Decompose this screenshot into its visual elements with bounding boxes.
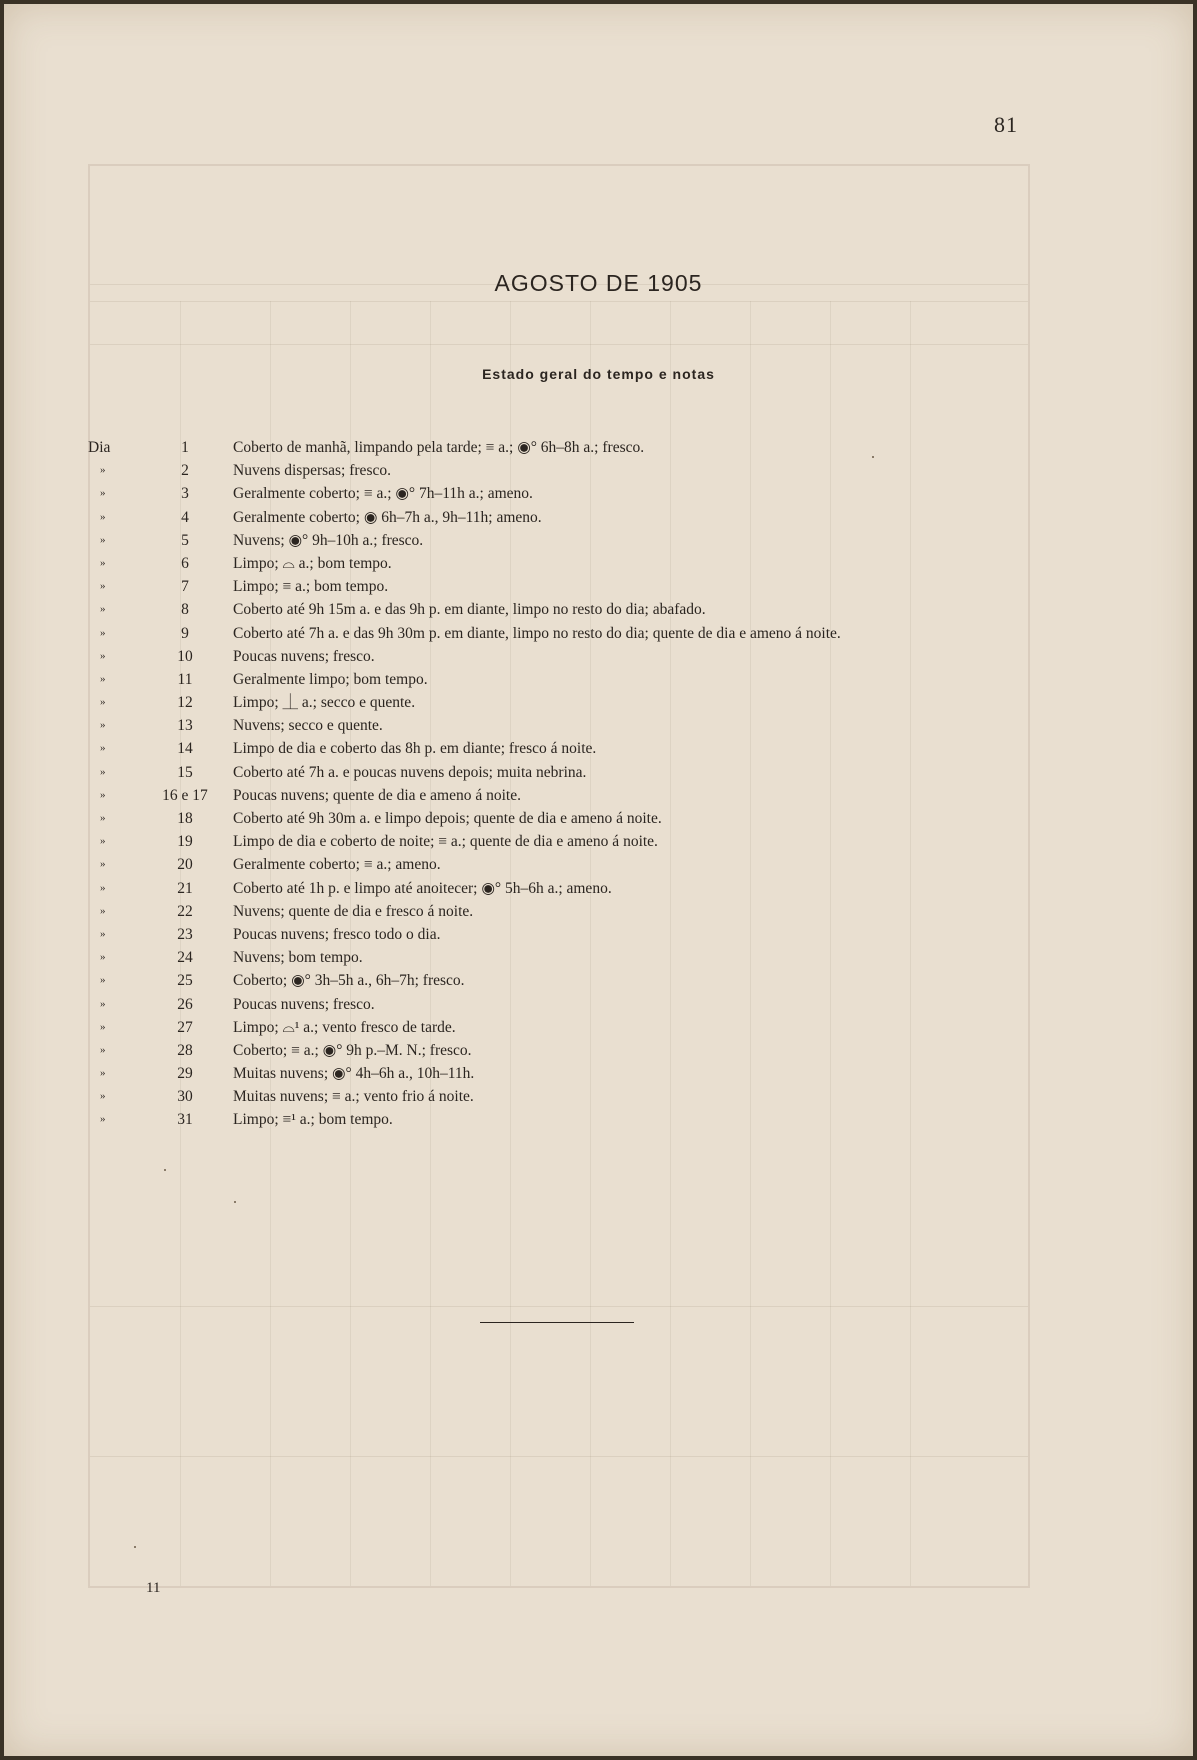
- note-row: [88, 714, 1008, 737]
- note-row: [88, 993, 1008, 1016]
- day-number: 11: [177, 670, 193, 688]
- row-label: »: [100, 835, 106, 848]
- row-label: Dia: [88, 439, 111, 456]
- day-number: 16 e 17: [162, 786, 208, 804]
- row-label: »: [100, 1067, 106, 1080]
- weather-note: Poucas nuvens; fresco.: [233, 647, 375, 665]
- day-number: 22: [177, 902, 193, 920]
- closing-rule: [480, 1322, 634, 1323]
- signature-mark: 11: [146, 1580, 161, 1596]
- note-row: [88, 529, 1008, 552]
- day-number: 14: [177, 740, 193, 758]
- weather-note: Limpo; ⏊ a.; secco e quente.: [233, 694, 416, 712]
- note-row: [88, 668, 1008, 691]
- day-number: 6: [181, 554, 189, 572]
- day-number: 25: [177, 972, 193, 990]
- day-number: 7: [181, 578, 189, 596]
- row-label: »: [100, 533, 106, 546]
- row-label: »: [100, 788, 106, 801]
- day-number: 30: [177, 1088, 193, 1106]
- weather-note: Geralmente coberto; ≡ a.; ameno.: [233, 856, 441, 874]
- note-row: [88, 622, 1008, 645]
- weather-note: Coberto até 9h 30m a. e limpo depois; quente de dia e ameno á noite.: [233, 810, 662, 827]
- note-row: [88, 1016, 1008, 1039]
- weather-note: Limpo; ⌓¹ a.; vento fresco de tarde.: [233, 1018, 456, 1036]
- weather-note: Geralmente coberto; ≡ a.; ◉° 7h–11h a.; ameno.: [233, 485, 533, 503]
- row-label: »: [100, 510, 106, 523]
- row-label: »: [100, 927, 106, 940]
- weather-note: Coberto até 7h a. e das 9h 30m p. em diante, limpo no resto do dia; quente de dia e ameno á noite.: [233, 624, 841, 642]
- note-row: [88, 645, 1008, 668]
- note-row: [88, 969, 1008, 992]
- row-label: »: [100, 1090, 106, 1103]
- day-number: 4: [181, 508, 189, 526]
- weather-note: Nuvens; secco e quente.: [233, 717, 383, 735]
- weather-note: Coberto; ≡ a.; ◉° 9h p.–M. N.; fresco.: [233, 1041, 472, 1059]
- note-row: [88, 1085, 1008, 1108]
- row-label: »: [100, 696, 106, 709]
- weather-note: Limpo de dia e coberto das 8h p. em diante; fresco á noite.: [233, 740, 597, 758]
- weather-note: Limpo de dia e coberto de noite; ≡ a.; quente de dia e ameno á noite.: [233, 833, 658, 851]
- day-number: 12: [177, 694, 193, 712]
- page-number: 81: [994, 112, 1018, 137]
- note-row: [88, 1039, 1008, 1062]
- weather-note: Coberto de manhã, limpando pela tarde; ≡ a.; ◉° 6h–8h a.; fresco.: [233, 439, 645, 456]
- weather-note: Nuvens; bom tempo.: [233, 949, 363, 967]
- row-label: »: [100, 464, 106, 477]
- day-number: 18: [177, 810, 193, 827]
- daily-notes-list: [88, 436, 1008, 1132]
- row-label: »: [100, 487, 106, 500]
- row-label: »: [100, 1043, 106, 1056]
- day-number: 2: [181, 462, 189, 480]
- note-row: [88, 575, 1008, 598]
- note-row: [88, 1062, 1008, 1085]
- paper-speck: [872, 456, 874, 458]
- row-label: »: [100, 858, 106, 871]
- day-number: 31: [177, 1111, 193, 1129]
- weather-note: Geralmente coberto; ◉ 6h–7h a., 9h–11h; ameno.: [233, 508, 542, 526]
- paper-speck: [164, 1169, 166, 1171]
- day-number: 24: [177, 949, 193, 967]
- paper-speck: [134, 1546, 136, 1548]
- row-label: »: [100, 556, 106, 569]
- note-row: [88, 506, 1008, 529]
- month-title: AGOSTO DE 1905: [494, 270, 703, 296]
- weather-note: Coberto; ◉° 3h–5h a., 6h–7h; fresco.: [233, 972, 465, 990]
- weather-note: Poucas nuvens; fresco todo o dia.: [233, 925, 441, 943]
- row-label: »: [100, 881, 106, 894]
- note-row: [88, 900, 1008, 923]
- note-row: [88, 946, 1008, 969]
- row-label: »: [100, 603, 106, 616]
- day-number: 9: [181, 624, 189, 642]
- row-label: »: [100, 742, 106, 755]
- paper-speck: [234, 1201, 236, 1203]
- day-number: 13: [177, 717, 193, 735]
- note-row: [88, 761, 1008, 784]
- weather-note: Nuvens; ◉° 9h–10h a.; fresco.: [233, 531, 424, 549]
- section-title: Estado geral do tempo e notas: [482, 366, 715, 382]
- weather-note: Limpo; ⌓ a.; bom tempo.: [233, 554, 392, 572]
- row-label: »: [100, 580, 106, 593]
- weather-note: Nuvens dispersas; fresco.: [233, 462, 391, 480]
- weather-note: Poucas nuvens; quente de dia e ameno á noite.: [233, 786, 521, 804]
- day-number: 27: [177, 1018, 193, 1036]
- note-row: [88, 853, 1008, 876]
- note-row: [88, 691, 1008, 714]
- weather-note: Coberto até 7h a. e poucas nuvens depois; muita nebrina.: [233, 763, 587, 781]
- row-label: »: [100, 719, 106, 732]
- row-label: »: [100, 997, 106, 1010]
- weather-note: Coberto até 1h p. e limpo até anoitecer; ◉° 5h–6h a.; ameno.: [233, 879, 612, 897]
- day-number: 10: [177, 647, 193, 665]
- note-row: [88, 598, 1008, 621]
- note-row: [88, 830, 1008, 853]
- weather-note: Coberto até 9h 15m a. e das 9h p. em diante, limpo no resto do dia; abafado.: [233, 601, 706, 619]
- day-number: 23: [177, 925, 193, 943]
- weather-note: Nuvens; quente de dia e fresco á noite.: [233, 902, 474, 920]
- day-number: 20: [177, 856, 193, 874]
- weather-note: Limpo; ≡ a.; bom tempo.: [233, 578, 389, 596]
- row-label: »: [100, 765, 106, 778]
- note-row: [88, 923, 1008, 946]
- day-number: 5: [181, 531, 189, 549]
- weather-note: Poucas nuvens; fresco.: [233, 995, 375, 1013]
- day-number: 3: [181, 485, 189, 503]
- note-row: [88, 459, 1008, 482]
- row-label: »: [100, 904, 106, 917]
- document-page: [4, 4, 1193, 1756]
- row-label: »: [100, 649, 106, 662]
- day-number: 28: [177, 1041, 193, 1059]
- weather-note: Muitas nuvens; ≡ a.; vento frio á noite.: [233, 1088, 474, 1106]
- row-label: »: [100, 626, 106, 639]
- day-number: 8: [181, 601, 189, 619]
- note-row: [88, 737, 1008, 760]
- weather-note: Muitas nuvens; ◉° 4h–6h a., 10h–11h.: [233, 1065, 475, 1083]
- row-label: »: [100, 672, 106, 685]
- weather-note: Geralmente limpo; bom tempo.: [233, 670, 428, 688]
- row-label: »: [100, 951, 106, 964]
- note-row: [88, 552, 1008, 575]
- row-label: »: [100, 812, 106, 824]
- note-row: [88, 436, 1008, 459]
- day-number: 29: [177, 1065, 193, 1083]
- note-row: [88, 807, 1008, 830]
- weather-note: Limpo; ≡¹ a.; bom tempo.: [233, 1111, 393, 1129]
- note-row: [88, 877, 1008, 900]
- day-number: 15: [177, 763, 193, 781]
- row-label: »: [100, 1020, 106, 1033]
- row-label: »: [100, 974, 106, 987]
- day-number: 1: [181, 439, 189, 456]
- day-number: 21: [177, 879, 193, 897]
- row-label: »: [100, 1113, 106, 1126]
- day-number: 19: [177, 833, 193, 851]
- note-row: [88, 1108, 1008, 1131]
- day-number: 26: [177, 995, 193, 1013]
- note-row: [88, 482, 1008, 505]
- note-row: [88, 784, 1008, 807]
